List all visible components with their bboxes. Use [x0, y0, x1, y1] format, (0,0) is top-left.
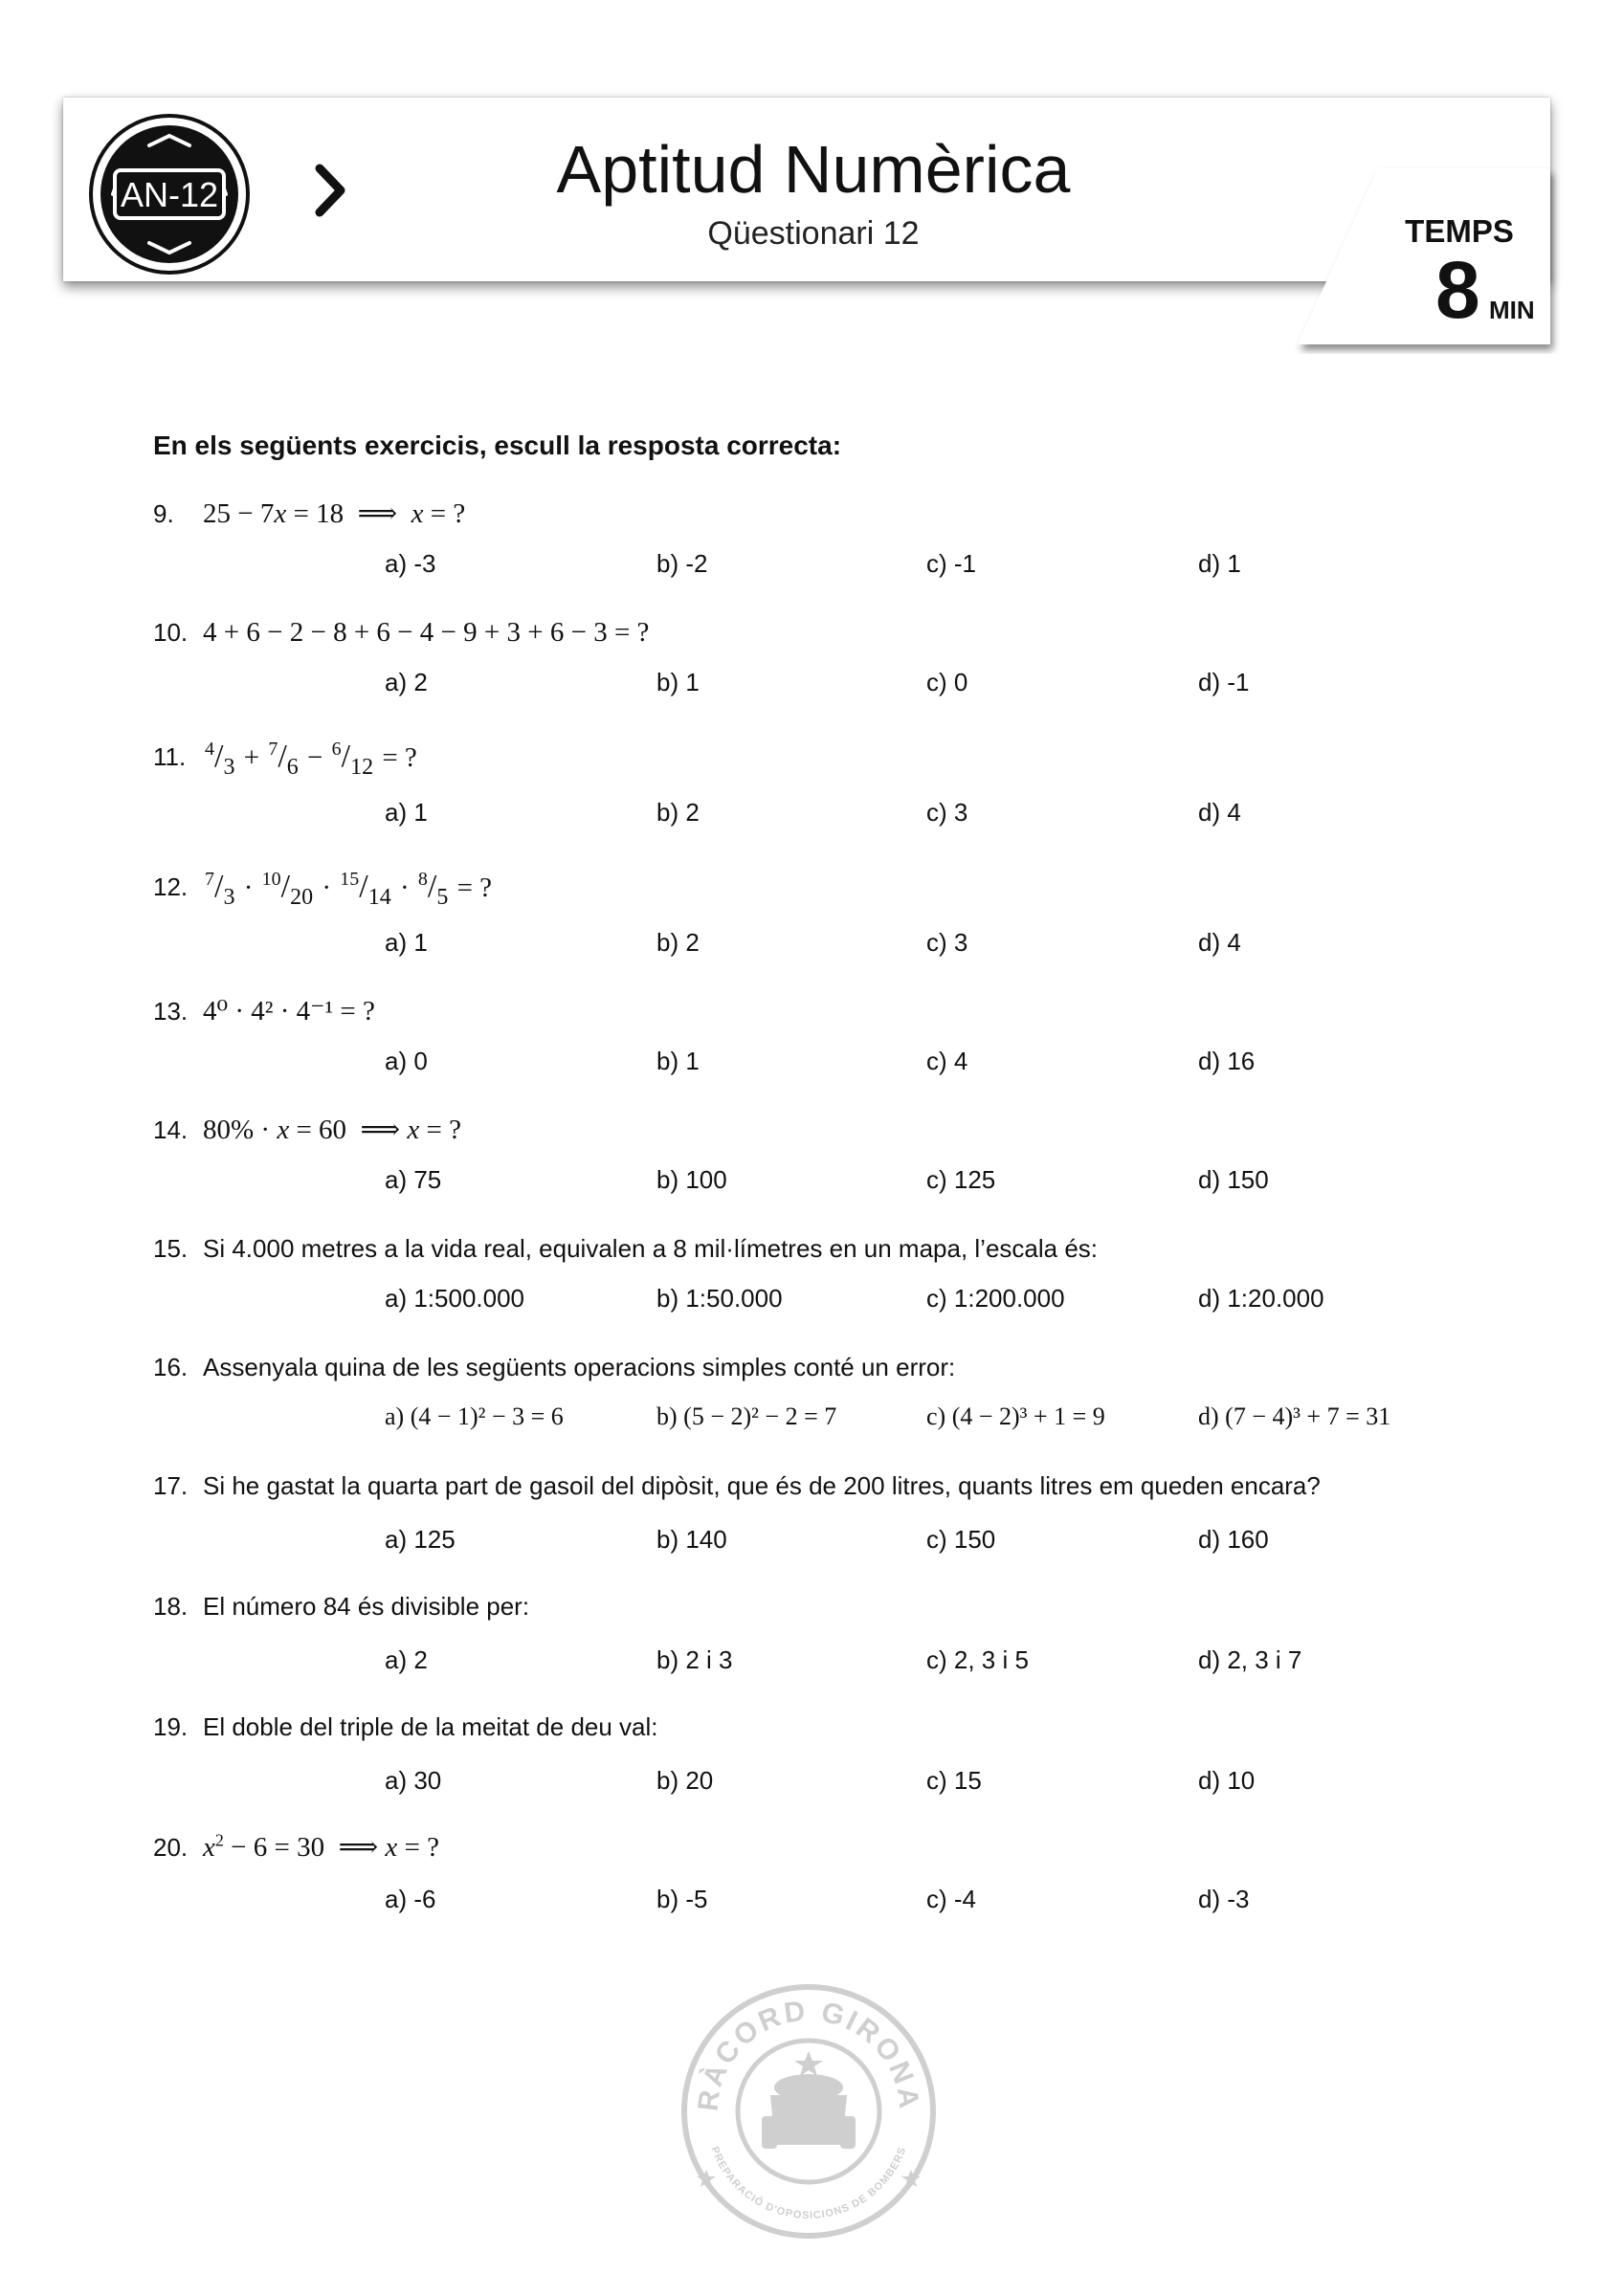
option-b[interactable]: b) 1	[656, 1047, 700, 1075]
question-number: 10.	[153, 618, 189, 647]
an-12-badge	[88, 113, 251, 276]
option-c[interactable]: c) 125	[926, 1165, 996, 1194]
question-number: 16.	[153, 1353, 189, 1381]
time-value: 8	[1435, 245, 1480, 335]
badge-label: AN-12	[120, 175, 219, 214]
option-a[interactable]: a) 2	[385, 1645, 428, 1674]
option-a[interactable]: a) 1	[385, 928, 428, 957]
question-text: $x^2 - 6 = 30$ ⟹ x = ?	[203, 1830, 440, 1863]
option-d[interactable]: d) 1	[1198, 549, 1241, 578]
option-c[interactable]: c) 4	[926, 1047, 968, 1075]
option-d[interactable]: d) 2, 3 i 7	[1198, 1645, 1302, 1674]
option-b[interactable]: b) 2 i 3	[656, 1645, 733, 1674]
time-box	[1292, 163, 1560, 354]
question-number: 17.	[153, 1471, 189, 1500]
question-text: El doble del triple de la meitat de deu val:	[203, 1712, 658, 1741]
option-d[interactable]: d) 160	[1198, 1525, 1269, 1554]
question-11	[153, 740, 1531, 798]
question-text: Assenyala quina de les següents operacions simples conté un error:	[203, 1353, 956, 1381]
option-d[interactable]: d) 4	[1198, 928, 1241, 957]
option-d[interactable]: d) 10	[1198, 1766, 1256, 1795]
question-number: 18.	[153, 1592, 189, 1621]
option-a[interactable]: a) 1:500.000	[385, 1284, 525, 1313]
option-b[interactable]: b) 2	[656, 928, 700, 957]
question-text-math: 25 − 7x = 18 ⟹ x = ?	[203, 498, 466, 529]
question-text: Si 4.000 metres a la vida real, equivalen a 8 mil·límetres en un mapa, l’escala és:	[203, 1234, 1099, 1263]
option-a[interactable]: a) -6	[385, 1885, 436, 1913]
question-text: 4 + 6 − 2 − 8 + 6 − 4 − 9 + 3 + 6 − 3 = ?	[203, 617, 650, 648]
question-text: 80% · x = 60 ⟹ x = ?	[203, 1115, 461, 1145]
question-16	[153, 1351, 1531, 1408]
question-15	[153, 1232, 1531, 1290]
question-number: 20.	[153, 1833, 189, 1862]
option-b[interactable]: b) 20	[656, 1766, 714, 1795]
option-d[interactable]: d) 150	[1198, 1165, 1269, 1194]
question-number: 19.	[153, 1712, 189, 1741]
option-c[interactable]: c) 15	[926, 1766, 982, 1795]
option-a[interactable]: a) 125	[385, 1525, 456, 1554]
question-number: 14.	[153, 1115, 189, 1144]
option-c[interactable]: c) -4	[926, 1885, 976, 1913]
time-label: TEMPS	[1405, 213, 1514, 249]
question-12	[153, 871, 1531, 928]
option-d[interactable]: d) (7 − 4)³ + 7 = 31	[1198, 1402, 1391, 1430]
option-a[interactable]: a) 0	[385, 1047, 428, 1075]
question-13	[153, 995, 1531, 1052]
question-text: 4⁰ · 4² · 4⁻¹ = ?	[203, 996, 375, 1027]
option-c[interactable]: c) 1:200.000	[926, 1284, 1065, 1313]
option-c[interactable]: c) -1	[926, 549, 976, 578]
question-18	[153, 1590, 1531, 1647]
question-text: $^7/_3 \cdot ^{10}/_{20} \cdot ^{15}/_{14} \cdot ^8/_5$ = ?	[205, 869, 493, 910]
question-17	[153, 1469, 1531, 1527]
option-a[interactable]: a) 2	[385, 668, 428, 696]
option-d[interactable]: d) 1:20.000	[1198, 1284, 1324, 1313]
option-a[interactable]: a) -3	[385, 549, 436, 578]
option-a[interactable]: a) (4 − 1)² − 3 = 6	[385, 1402, 564, 1430]
option-b[interactable]: b) 1	[656, 668, 700, 696]
chevron-right-icon	[314, 163, 348, 218]
watermark-bottom-text: PREPARACIÓ D'OPOSICIONS DE BOMBERS	[708, 2145, 909, 2222]
question-10	[153, 616, 1531, 673]
option-b[interactable]: b) 2	[656, 798, 700, 827]
option-b[interactable]: b) -2	[656, 549, 708, 578]
time-unit: MIN	[1489, 296, 1535, 324]
question-number: 9.	[153, 499, 174, 528]
option-b[interactable]: b) 1:50.000	[656, 1284, 783, 1313]
page-subtitle: Qüestionari 12	[707, 215, 920, 252]
option-b[interactable]: b) 140	[656, 1525, 727, 1554]
option-a[interactable]: a) 30	[385, 1766, 442, 1795]
instruction: En els següents exercicis, escull la resposta correcta:	[153, 430, 842, 460]
option-a[interactable]: a) 75	[385, 1165, 442, 1194]
option-c[interactable]: c) 150	[926, 1525, 996, 1554]
question-text: Si he gastat la quarta part de gasoil del dipòsit, que és de 200 litres, quants litres em queden encara?	[203, 1471, 1321, 1500]
option-d[interactable]: d) 4	[1198, 798, 1241, 827]
question-19	[153, 1711, 1531, 1768]
option-b[interactable]: b) 100	[656, 1165, 727, 1194]
question-14	[153, 1114, 1531, 1171]
question-text	[203, 497, 465, 530]
option-a[interactable]: a) 1	[385, 798, 428, 827]
question-20	[153, 1831, 1531, 1888]
option-c[interactable]: c) 3	[926, 928, 968, 957]
option-c[interactable]: c) 3	[926, 798, 968, 827]
racord-girona-watermark	[679, 1982, 938, 2241]
option-b[interactable]: b) -5	[656, 1885, 708, 1913]
question-text: $^4/_3 + ^7/_6 - ^6/_{12}$ = ?	[205, 739, 417, 780]
option-c[interactable]: c) 0	[926, 668, 968, 696]
page-title: Aptitud Numèrica	[556, 132, 1071, 207]
option-c[interactable]: c) 2, 3 i 5	[926, 1645, 1029, 1674]
question-number: 15.	[153, 1234, 189, 1263]
question-text: El número 84 és divisible per:	[203, 1592, 530, 1621]
option-d[interactable]: d) -3	[1198, 1885, 1250, 1913]
question-number: 13.	[153, 997, 189, 1026]
question-number: 11.	[153, 742, 187, 771]
question-number: 12.	[153, 872, 189, 901]
option-b[interactable]: b) (5 − 2)² − 2 = 7	[656, 1402, 837, 1430]
option-d[interactable]: d) 16	[1198, 1047, 1256, 1075]
option-d[interactable]: d) -1	[1198, 668, 1250, 696]
option-c[interactable]: c) (4 − 2)³ + 1 = 9	[926, 1402, 1105, 1430]
watermark-top-text: RÀCORD GIRONA	[692, 1995, 925, 2113]
question-9	[153, 497, 1531, 555]
